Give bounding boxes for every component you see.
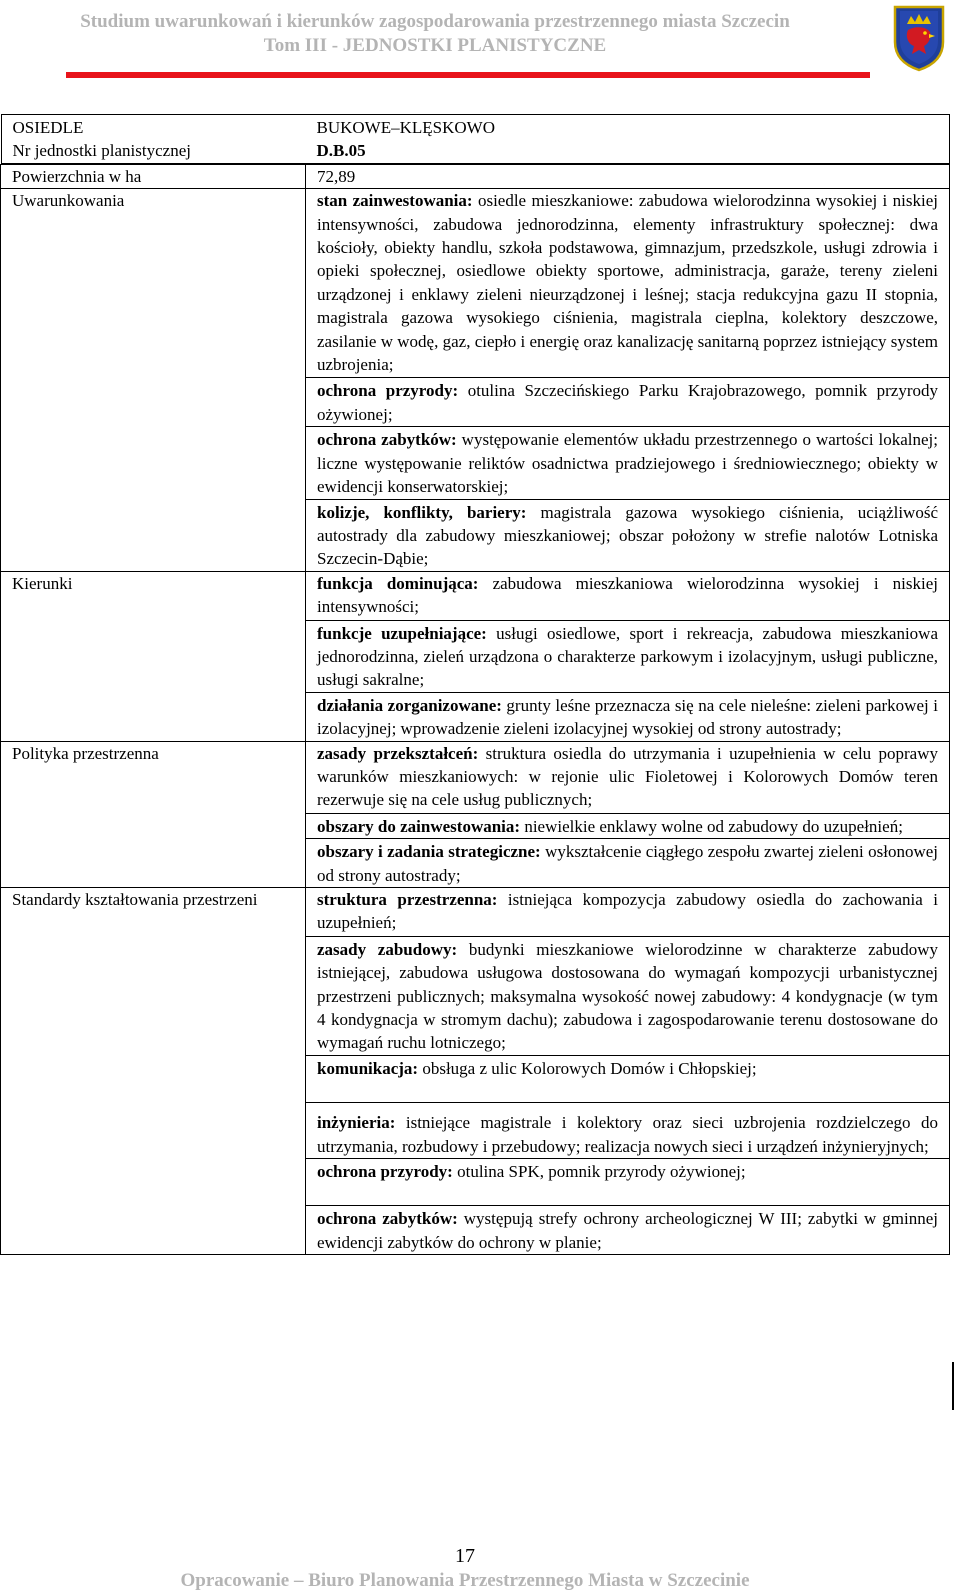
section-item: ochrona przyrody: otulina SPK, pomnik przyrody ożywionej; bbox=[306, 1158, 949, 1205]
section-item: zasady zabudowy: budynki mieszkaniowe wielorodzinne w charakterze zabudowy istniejącej, zabudowa usługowa dostosowana do wymagań kompozycji urbanistycznej przestrzeni publicznych; maksymalna wysokość nowej zabudowy: 4 kondygnacje (w tym 4 kondygnacja w stromym dachu); zabudowa i zagospodarowanie terenu dostosowane do wymagań ruchu lotniczego; bbox=[306, 936, 949, 1055]
area-label: Powierzchnia w ha bbox=[1, 164, 306, 188]
section-item: funkcje uzupełniające: usługi osiedlowe, sport i rekreacja, zabudowa mieszkaniowa jednorodzinna, zieleń urządzona o charakterze parkowym i izolacyjnym, usługi publiczne, usługi sakralne; bbox=[306, 620, 949, 692]
planning-unit-table bbox=[0, 114, 950, 1255]
osiedle-label: OSIEDLE bbox=[12, 118, 84, 137]
unit-number-label: Nr jednostki planistycznej bbox=[12, 141, 191, 161]
polityka-label: Polityka przestrzenna bbox=[1, 741, 306, 887]
section-item: ochrona przyrody: otulina Szczecińskiego Parku Krajobrazowego, pomnik przyrody ożywionej; bbox=[306, 377, 949, 426]
page-number: 17 bbox=[455, 1545, 475, 1567]
section-item: kolizje, konflikty, bariery: magistrala gazowa wysokiego ciśnienia, uciążliwość autostrady dla zabudowy mieszkaniowej; obszar położony w strefie nalotów Lotniska Szczecin-Dąbie; bbox=[306, 499, 949, 571]
margin-change-bar bbox=[952, 1362, 954, 1410]
section-item: inżynieria: istniejące magistrale i kolektory oraz sieci uzbrojenia rozdzielczego do utrzymania, rozbudowy i przebudowy; realizacja nowych sieci i urządzeń inżynieryjnych; bbox=[306, 1102, 949, 1158]
standardy-content bbox=[306, 888, 950, 1255]
footer-text: Opracowanie – Biuro Planowania Przestrzennego Miasta w Szczecinie bbox=[180, 1570, 750, 1591]
section-item: obszary i zadania strategiczne: wykształcenie ciągłego zespołu zwartej zieleni osłonowej od strony autostrady; bbox=[306, 838, 949, 887]
section-item: ochrona zabytków: występowanie elementów układu przestrzennego o wartości lokalnej; liczne występowanie reliktów osadnictwa pradziejowego i średniowiecznego; obiekty w ewidencji konserwatorskiej; bbox=[306, 426, 949, 498]
uwarunkowania-label: Uwarunkowania bbox=[1, 189, 306, 572]
header-title: Studium uwarunkowań i kierunków zagospodarowania przestrzennego miasta Szczecin bbox=[80, 11, 790, 32]
uwarunkowania-content bbox=[306, 189, 950, 572]
unit-number-value: D.B.05 bbox=[316, 141, 366, 161]
kierunki-content bbox=[306, 571, 950, 741]
section-item: struktura przestrzenna: istniejąca kompozycja zabudowy osiedla do zachowania i uzupełnień; bbox=[317, 890, 939, 933]
section-item: stan zainwestowania: osiedle mieszkaniowe: zabudowa wielorodzinna wysokiej i niskiej intensywności, zabudowa jednorodzinna, elementy infrastruktury społecznej: dwa kościoły, obiekty handlu, szkoła podstawowa, gimnazjum, przedszkole, usługi zdrowia i opieki społecznej, osiedlowe obiekty sportowe, administracja, garaże, tereny zieleni urządzonej i enklawy zieleni nieurządzonej i leśnej; stacja redukcyjna gazu II stopnia, magistrala gazowa wysokiego ciśnienia, magistrala cieplna, kolektory deszczowe, zasilanie w wodę, gaz, ciepło i energię oraz kanalizację sanitarną poprzez istniejący system uzbrojenia; bbox=[317, 191, 938, 375]
area-value: 72,89 bbox=[306, 164, 950, 188]
section-item: komunikacja: obsługa z ulic Kolorowych Domów i Chłopskiej; bbox=[306, 1055, 949, 1102]
section-item: funkcja dominująca: zabudowa mieszkaniowa wielorodzinna wysokiej i niskiej intensywności; bbox=[317, 573, 938, 617]
running-header bbox=[0, 10, 870, 58]
standardy-label: Standardy kształtowania przestrzeni bbox=[1, 888, 306, 1255]
section-item: ochrona zabytków: występują strefy ochrony archeologicznej W III; zabytki w gminnej ewidencji zabytków do ochrony w planie; bbox=[306, 1205, 949, 1254]
section-item: działania zorganizowane: grunty leśne przeznacza się na cele nieleśne: zieleni parkowej i izolacyjnej; wprowadzenie zieleni izolacyjnej wysokiej od strony autostrady; bbox=[306, 692, 949, 741]
osiedle-value: BUKOWE–KLĘSKOWO bbox=[316, 118, 495, 137]
section-item: obszary do zainwestowania: niewielkie enklawy wolne od zabudowy do uzupełnień; bbox=[306, 813, 949, 838]
kierunki-label: Kierunki bbox=[1, 571, 306, 741]
polityka-content bbox=[306, 741, 950, 887]
szczecin-coat-of-arms-icon bbox=[892, 4, 946, 72]
header-rule bbox=[66, 72, 870, 78]
header-subtitle: Tom III - JEDNOSTKI PLANISTYCZNE bbox=[263, 35, 607, 56]
section-item: zasady przekształceń: struktura osiedla do utrzymania i uzupełnienia w celu poprawy warunków mieszkaniowych: w rejonie ulic Fioletowej i Kolorowych Domów teren rezerwuje się na cele usług publicznych; bbox=[317, 743, 939, 810]
